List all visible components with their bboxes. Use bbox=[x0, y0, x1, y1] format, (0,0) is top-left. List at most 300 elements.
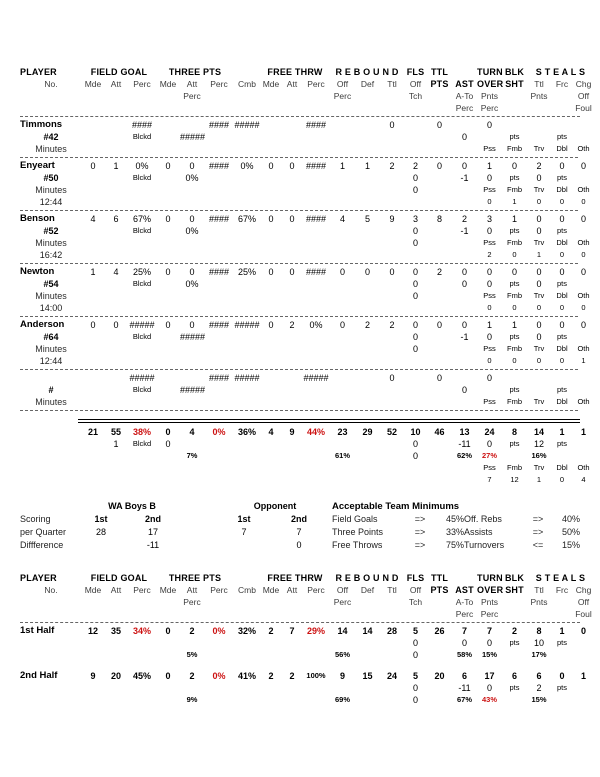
stat-cell: Trv bbox=[533, 397, 545, 406]
minimum-operator: <= bbox=[532, 540, 544, 550]
stat-cell: 41% bbox=[237, 671, 256, 681]
stat-cell: 1st Half bbox=[20, 625, 55, 636]
stat-cell: 0 bbox=[536, 214, 542, 224]
stat-cell: Mde bbox=[262, 585, 280, 595]
stat-cell: 9 bbox=[289, 427, 295, 437]
stat-cell: 0 bbox=[389, 267, 395, 277]
stat-cell: 55 bbox=[110, 427, 121, 437]
difference-label: Diffference bbox=[20, 540, 64, 550]
divider-dashed bbox=[20, 410, 578, 411]
team-q2-header: 2nd bbox=[144, 514, 161, 524]
stat-cell: 0 bbox=[486, 267, 492, 277]
stat-cell: 12:44 bbox=[39, 197, 63, 207]
stat-cell: 52 bbox=[386, 427, 397, 437]
stat-cell: FLS bbox=[406, 573, 425, 583]
stat-cell: 17% bbox=[531, 650, 547, 659]
minimum-label: Field Goals bbox=[332, 514, 378, 524]
stat-cell: 67% bbox=[237, 214, 256, 224]
stat-cell: pts bbox=[509, 332, 520, 341]
second-half-row bbox=[20, 682, 578, 694]
minimum-operator: => bbox=[532, 514, 544, 524]
stat-cell: 0 bbox=[412, 650, 418, 660]
stat-cell: 44% bbox=[306, 427, 325, 437]
summary-row bbox=[20, 500, 580, 562]
header-row-4 bbox=[20, 608, 592, 620]
minimums-grid bbox=[332, 513, 580, 552]
stat-cell: ##### bbox=[180, 332, 206, 342]
stat-cell: 1 bbox=[364, 161, 370, 171]
stat-cell: Minutes bbox=[35, 397, 67, 407]
stat-cell: 36% bbox=[237, 427, 256, 437]
stat-cell: pts bbox=[509, 385, 520, 394]
minimum-operator: => bbox=[414, 514, 426, 524]
stat-cell: 69% bbox=[334, 695, 350, 704]
player-enyeart-row bbox=[20, 184, 590, 196]
player-open-slot-row bbox=[20, 372, 578, 384]
stat-cell: Pnts bbox=[480, 597, 498, 607]
stat-cell: Off bbox=[577, 597, 590, 607]
stat-cell: 0 bbox=[412, 332, 418, 342]
player-benson-row bbox=[20, 213, 586, 225]
halves-stats-section bbox=[20, 625, 586, 706]
stat-cell: 0 bbox=[512, 250, 517, 259]
stat-cell: pts bbox=[509, 279, 520, 288]
stat-cell: #### bbox=[208, 320, 230, 330]
scoring-label: Scoring bbox=[20, 514, 51, 524]
stat-cell: 0 bbox=[580, 214, 586, 224]
team-minimums-block bbox=[332, 500, 580, 552]
stat-cell: Trv bbox=[533, 463, 545, 472]
stat-cell: THREE PTS bbox=[168, 573, 222, 583]
stat-cell: 0 bbox=[486, 638, 492, 648]
second-half-row bbox=[20, 694, 578, 706]
stat-cell: 1 bbox=[511, 214, 517, 224]
stat-cell: 0 bbox=[536, 267, 542, 277]
stat-cell: 16% bbox=[531, 451, 547, 460]
stat-cell: 9% bbox=[186, 695, 198, 704]
stat-cell: Dbl bbox=[556, 185, 568, 194]
stat-cell: Tch bbox=[408, 597, 423, 607]
stat-cell: 12 bbox=[87, 626, 98, 636]
stat-cell: 10 bbox=[533, 638, 544, 648]
stat-cell: 0 bbox=[412, 638, 418, 648]
player-timmons-row bbox=[20, 143, 590, 155]
stat-cell: 0 bbox=[189, 267, 195, 277]
minimum-label: Turnovers bbox=[464, 540, 505, 550]
stat-cell: Blckd bbox=[132, 332, 152, 341]
stat-cell: 0 bbox=[486, 332, 492, 342]
stat-cell: Chg bbox=[575, 585, 592, 595]
stat-cell: Oth bbox=[577, 185, 590, 194]
stat-cell: 0 bbox=[461, 320, 467, 330]
stat-cell: 1 bbox=[113, 439, 119, 449]
player-block-timmons bbox=[20, 119, 590, 155]
player-anderson-row bbox=[20, 319, 586, 331]
stat-cell: 6 bbox=[461, 671, 467, 681]
stat-cell: Fmb bbox=[507, 185, 522, 194]
stat-cell: #50 bbox=[43, 173, 59, 183]
stat-cell: #### bbox=[208, 267, 230, 277]
stat-cell: 0 bbox=[536, 173, 542, 183]
stat-cell: 0 bbox=[412, 683, 418, 693]
stat-cell: 0 bbox=[536, 332, 542, 342]
stat-cell: ##### bbox=[180, 385, 206, 395]
stat-cell: 1 bbox=[486, 320, 492, 330]
stat-cell: #### bbox=[208, 214, 230, 224]
header-row-4 bbox=[20, 102, 592, 114]
stat-cell: 0 bbox=[511, 161, 517, 171]
player-timmons-row bbox=[20, 131, 578, 143]
stat-cell: SHT bbox=[505, 79, 524, 89]
stat-cell: 67% bbox=[456, 695, 472, 704]
stat-cell: FREE THRW bbox=[267, 573, 323, 583]
stat-cell: Ttl bbox=[534, 585, 544, 595]
stat-cell: 0 bbox=[512, 303, 517, 312]
stat-cell: 0 bbox=[165, 214, 171, 224]
stat-cell: Off bbox=[409, 585, 422, 595]
stat-cell: 0 bbox=[581, 250, 586, 259]
stat-cell: pts bbox=[556, 638, 567, 647]
stat-cell: 0 bbox=[289, 267, 295, 277]
player-block-enyeart bbox=[20, 160, 590, 208]
minimum-label: Assists bbox=[464, 527, 493, 537]
stat-cell: 14:00 bbox=[39, 303, 63, 313]
stat-cell: Perc bbox=[455, 103, 474, 113]
stat-cell: Mde bbox=[262, 79, 280, 89]
stat-cell: 17 bbox=[484, 671, 495, 681]
stat-cell: Pss bbox=[483, 291, 496, 300]
stat-cell: Anderson bbox=[20, 319, 65, 330]
stat-cell: 0 bbox=[289, 214, 295, 224]
minimum-label: Off. Rebs bbox=[464, 514, 502, 524]
stat-cell: 0 bbox=[536, 279, 542, 289]
stat-cell: 0 bbox=[436, 120, 442, 130]
stat-cell: TURN bbox=[477, 573, 503, 583]
stat-cell: pts bbox=[556, 332, 567, 341]
stat-cell: Off bbox=[336, 585, 349, 595]
stat-cell: Foul bbox=[575, 609, 592, 619]
stat-cell: pts bbox=[556, 132, 567, 141]
stat-cell: 1 bbox=[580, 671, 586, 681]
stat-cell: 12:44 bbox=[39, 356, 63, 366]
stat-cell: pts bbox=[509, 173, 520, 182]
player-block-benson bbox=[20, 213, 590, 261]
stat-cell: 1 bbox=[559, 427, 565, 437]
stats-header-bottom bbox=[20, 572, 592, 620]
stat-cell: 10 bbox=[410, 427, 421, 437]
stat-cell: Minutes bbox=[35, 238, 67, 248]
player-newton-row bbox=[20, 302, 586, 314]
stat-cell: Att bbox=[186, 585, 198, 595]
stat-cell: 0 bbox=[412, 695, 418, 705]
stat-cell: 0 bbox=[412, 439, 418, 449]
totals-row bbox=[20, 426, 586, 438]
stat-cell: 29% bbox=[306, 626, 325, 636]
stat-cell: 0 bbox=[165, 320, 171, 330]
stat-cell: pts bbox=[556, 683, 567, 692]
stat-cell: 1 bbox=[339, 161, 345, 171]
stat-cell: 0 bbox=[559, 475, 565, 484]
stat-cell: 43% bbox=[481, 695, 497, 704]
stat-cell: 1 bbox=[536, 250, 542, 259]
stat-cell: 0 bbox=[559, 214, 565, 224]
stat-cell: Dbl bbox=[556, 238, 568, 247]
stat-cell: AST bbox=[455, 79, 474, 89]
minimum-value: 75% bbox=[445, 540, 464, 550]
stat-cell: OVER bbox=[477, 79, 504, 89]
stat-cell: 7 bbox=[289, 626, 295, 636]
stat-cell: 0 bbox=[364, 267, 370, 277]
stat-cell: FIELD GOAL bbox=[90, 67, 148, 77]
divider-dashed bbox=[20, 316, 578, 317]
stat-cell: 0 bbox=[189, 214, 195, 224]
stat-cell: Chg bbox=[575, 79, 592, 89]
totals-row bbox=[20, 438, 578, 450]
stat-cell: 0 bbox=[339, 320, 345, 330]
stat-cell: R E B O U N D bbox=[335, 67, 399, 77]
stat-cell: #42 bbox=[43, 132, 59, 142]
team-q1-header: 1st bbox=[94, 514, 108, 524]
player-open-slot-row bbox=[20, 396, 590, 408]
scoring-by-quarter-block bbox=[20, 500, 330, 552]
stat-cell: -11 bbox=[458, 683, 471, 693]
stat-cell: 0 bbox=[165, 671, 171, 681]
stat-cell: PTS bbox=[430, 585, 449, 595]
stat-cell: Trv bbox=[533, 238, 545, 247]
stat-cell: 3 bbox=[486, 214, 492, 224]
stat-cell: Perc bbox=[183, 597, 201, 607]
player-newton-row bbox=[20, 290, 590, 302]
stat-cell: Pss bbox=[483, 144, 496, 153]
minimum-label: Three Points bbox=[332, 527, 384, 537]
stat-cell: pts bbox=[509, 683, 520, 692]
stat-cell: 3 bbox=[412, 214, 418, 224]
stat-cell: Trv bbox=[533, 291, 545, 300]
stat-cell: 0 bbox=[486, 173, 492, 183]
stat-cell: pts bbox=[556, 279, 567, 288]
minimum-operator: => bbox=[414, 540, 426, 550]
stat-cell: 0% bbox=[185, 173, 199, 183]
stat-cell: 6 bbox=[536, 671, 542, 681]
stat-cell: 56% bbox=[334, 650, 350, 659]
stat-cell: 8 bbox=[436, 214, 442, 224]
stat-cell: pts bbox=[556, 226, 567, 235]
stat-cell: Perc bbox=[480, 609, 499, 619]
stat-cell: Blckd bbox=[132, 132, 152, 141]
stat-cell: #54 bbox=[43, 279, 59, 289]
stat-cell: Frc bbox=[555, 79, 569, 89]
totals-row bbox=[20, 474, 586, 486]
minimum-operator: => bbox=[414, 527, 426, 537]
player-benson-row bbox=[20, 249, 586, 261]
scoring-grid bbox=[20, 500, 330, 552]
stat-cell: 13 bbox=[459, 427, 470, 437]
opp-q2-points: 7 bbox=[296, 527, 302, 537]
stat-cell: 58% bbox=[456, 650, 472, 659]
stat-cell: 0 bbox=[559, 161, 565, 171]
stat-cell: 67% bbox=[132, 214, 151, 224]
stat-cell: 1 bbox=[113, 161, 119, 171]
stat-cell: ##### bbox=[234, 373, 260, 383]
stat-cell: Off bbox=[577, 91, 590, 101]
stat-cell: 0 bbox=[412, 279, 418, 289]
stat-cell: 0% bbox=[135, 161, 149, 171]
stat-cell: Def bbox=[360, 585, 375, 595]
second-half-row bbox=[20, 670, 586, 682]
stat-cell: Att bbox=[110, 79, 122, 89]
stat-cell: 0 bbox=[412, 267, 418, 277]
stat-cell: 21 bbox=[87, 427, 98, 437]
team-q2-points: 17 bbox=[147, 527, 158, 537]
stat-cell: 0 bbox=[268, 161, 274, 171]
stat-cell: 0 bbox=[165, 626, 171, 636]
stat-cell: 0% bbox=[185, 226, 199, 236]
stat-cell: Pss bbox=[483, 397, 496, 406]
stat-cell: 32% bbox=[237, 626, 256, 636]
player-block-open-slot bbox=[20, 372, 590, 408]
stat-cell: #52 bbox=[43, 226, 59, 236]
stat-cell: -1 bbox=[460, 332, 469, 342]
stat-cell: 2 bbox=[268, 671, 274, 681]
opp-q2-header: 2nd bbox=[290, 514, 307, 524]
stat-cell: 0 bbox=[436, 373, 442, 383]
player-benson-row bbox=[20, 225, 578, 237]
minimum-label: Free Throws bbox=[332, 540, 383, 550]
stat-cell: 28 bbox=[386, 626, 397, 636]
stat-cell: 0 bbox=[559, 303, 565, 312]
opp-difference: 0 bbox=[296, 540, 302, 550]
stat-cell: Fmb bbox=[507, 238, 522, 247]
stat-cell: 6 bbox=[511, 671, 517, 681]
header-row-3 bbox=[20, 90, 590, 102]
stat-cell: 0 bbox=[461, 638, 467, 648]
stat-cell: pts bbox=[509, 132, 520, 141]
stat-cell: Oth bbox=[577, 344, 590, 353]
sheet-body bbox=[20, 66, 592, 715]
stat-cell: PTS bbox=[430, 79, 449, 89]
stat-cell: 2 bbox=[289, 671, 295, 681]
stat-cell: #64 bbox=[43, 332, 59, 342]
player-open-slot-row bbox=[20, 384, 578, 396]
stat-cell: 27% bbox=[481, 451, 497, 460]
stat-cell: 26 bbox=[434, 626, 445, 636]
stat-cell: 0 bbox=[268, 320, 274, 330]
stat-cell: 0 bbox=[580, 320, 586, 330]
stat-cell: PLAYER bbox=[20, 573, 57, 583]
stat-cell: Dbl bbox=[556, 463, 568, 472]
stat-cell: 9 bbox=[90, 671, 96, 681]
stat-cell: ##### bbox=[129, 320, 155, 330]
stat-cell: 5% bbox=[186, 650, 198, 659]
stat-cell: S T E A L S bbox=[535, 67, 586, 77]
stat-cell: Perc bbox=[455, 609, 474, 619]
stat-cell: Off bbox=[409, 79, 422, 89]
divider-double bbox=[78, 419, 580, 423]
stat-cell: 1 bbox=[581, 356, 586, 365]
stat-cell: 0 bbox=[486, 683, 492, 693]
stat-cell: 14 bbox=[533, 427, 544, 437]
stat-cell: pts bbox=[509, 638, 520, 647]
stat-cell: No. bbox=[44, 585, 58, 595]
stat-cell: 0 bbox=[268, 214, 274, 224]
stat-cell: 0 bbox=[389, 373, 395, 383]
header-row-1 bbox=[20, 66, 586, 78]
minimum-value: 50% bbox=[561, 527, 580, 537]
stat-cell: Mde bbox=[84, 585, 102, 595]
stat-cell: 0 bbox=[559, 671, 565, 681]
stat-cell: 2 bbox=[189, 626, 195, 636]
stat-cell: Blckd bbox=[132, 173, 152, 182]
divider-dashed bbox=[20, 116, 580, 117]
stat-cell: #### bbox=[305, 214, 327, 224]
stat-cell: Blckd bbox=[132, 279, 152, 288]
stat-cell: 1 bbox=[486, 161, 492, 171]
stat-cell: 7% bbox=[186, 451, 198, 460]
header-row-3 bbox=[20, 596, 590, 608]
stat-cell: TTL bbox=[430, 573, 449, 583]
stat-cell: 0 bbox=[165, 427, 171, 437]
stat-cell: 0 bbox=[486, 226, 492, 236]
player-benson-row bbox=[20, 237, 590, 249]
team-name: WA Boys B bbox=[108, 501, 156, 511]
stat-cell: S T E A L S bbox=[535, 573, 586, 583]
stat-cell: 0 bbox=[412, 451, 418, 461]
stat-cell: Enyeart bbox=[20, 160, 55, 171]
stat-cell: pts bbox=[509, 226, 520, 235]
stat-cell: Oth bbox=[577, 144, 590, 153]
stat-cell: 12 bbox=[510, 475, 519, 484]
stat-cell: Perc bbox=[210, 79, 228, 89]
stat-cell: Pnts bbox=[530, 91, 548, 101]
stat-cell: THREE PTS bbox=[168, 67, 222, 77]
stat-cell: 0 bbox=[90, 320, 96, 330]
stat-cell: 15% bbox=[481, 650, 497, 659]
stat-cell: 4 bbox=[581, 475, 586, 484]
stat-cell: 0 bbox=[486, 279, 492, 289]
player-block-newton bbox=[20, 266, 590, 314]
stat-cell: 29 bbox=[362, 427, 373, 437]
stat-cell: pts bbox=[556, 439, 567, 448]
stat-cell: 0 bbox=[289, 161, 295, 171]
player-enyeart-row bbox=[20, 160, 586, 172]
player-anderson-row bbox=[20, 331, 578, 343]
stat-cell: #### bbox=[208, 373, 230, 383]
stat-cell: pts bbox=[556, 385, 567, 394]
stat-cell: AST bbox=[455, 585, 474, 595]
totals-row bbox=[20, 450, 578, 462]
stat-cell: 2 bbox=[189, 671, 195, 681]
stat-cell: FIELD GOAL bbox=[90, 573, 148, 583]
first-half-row bbox=[20, 649, 578, 661]
stat-cell: 34% bbox=[132, 626, 151, 636]
stat-cell: Pnts bbox=[480, 91, 498, 101]
stat-cell: 0 bbox=[461, 267, 467, 277]
stat-cell: Att bbox=[286, 79, 298, 89]
stat-cell: 0 bbox=[412, 291, 418, 301]
stat-cell: 0 bbox=[461, 132, 467, 142]
stat-cell: 9 bbox=[339, 671, 345, 681]
stat-cell: 62% bbox=[456, 451, 472, 460]
stat-cell: 0 bbox=[189, 320, 195, 330]
stat-cell: 61% bbox=[334, 451, 350, 460]
stat-cell: Cmb bbox=[238, 79, 256, 89]
stat-cell: #### bbox=[208, 120, 230, 130]
stat-cell: FREE THRW bbox=[267, 67, 323, 77]
stat-cell: 0 bbox=[559, 320, 565, 330]
minimum-value: 33% bbox=[445, 527, 464, 537]
player-block-anderson bbox=[20, 319, 590, 367]
stat-cell: 1 bbox=[536, 475, 542, 484]
